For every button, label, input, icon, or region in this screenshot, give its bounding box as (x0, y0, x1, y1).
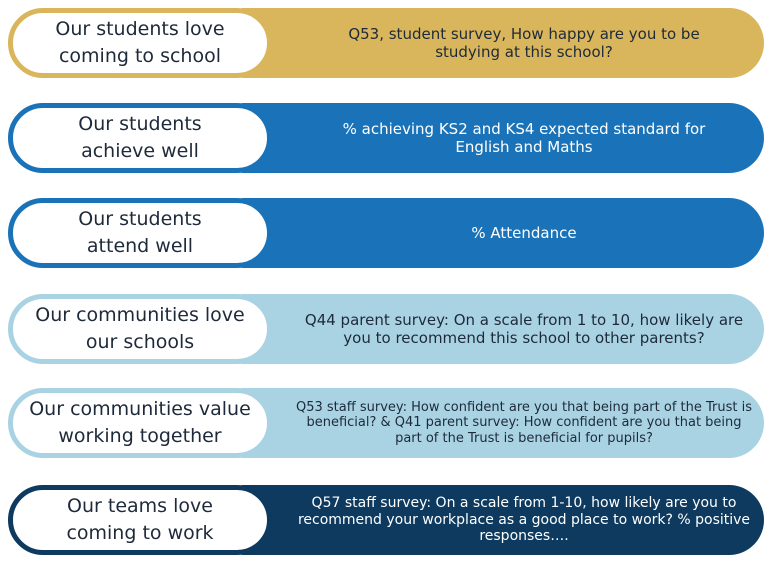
measure-pill (242, 485, 764, 555)
measure-pill (242, 198, 764, 268)
goal-text: Our communities love our schools (35, 304, 245, 353)
row-students-love-school (0, 8, 769, 78)
measure-text: Q57 staff survey: On a scale from 1-10, how likely are you to recommend your workplace as a good place to work? % positive responses…. (297, 494, 751, 545)
goal-pill (8, 8, 272, 78)
goal-pill (8, 198, 272, 268)
row-teams-love-work (0, 485, 769, 555)
row-communities-value (0, 388, 769, 458)
measure-pill (242, 8, 764, 78)
goal-pill (8, 388, 272, 458)
measure-text: Q53 staff survey: How confident are you that being part of the Trust is beneficial? & Q41 parent survey: How confident are you that being part of the Trust is beneficial for pupils? (296, 399, 752, 446)
row-students-attend (0, 198, 769, 268)
measure-pill (242, 294, 764, 364)
measure-text: Q53, student survey, How happy are you to be studying at this school? (348, 25, 700, 61)
measure-text: % Attendance (471, 224, 577, 242)
measure-text: Q44 parent survey: On a scale from 1 to 10, how likely are you to recommend this school to other parents? (304, 311, 744, 347)
goal-pill (8, 294, 272, 364)
goal-pill (8, 485, 272, 555)
goal-text: Our teams love coming to work (66, 495, 214, 544)
goal-text: Our students attend well (78, 208, 202, 257)
row-communities-love (0, 294, 769, 364)
goal-text: Our students achieve well (78, 113, 202, 162)
measure-text: % achieving KS2 and KS4 expected standard for English and Maths (342, 120, 706, 156)
goal-text: Our communities value working together (29, 398, 251, 447)
measure-pill (242, 103, 764, 173)
goal-pill (8, 103, 272, 173)
row-students-achieve (0, 103, 769, 173)
measure-pill (242, 388, 764, 458)
goal-text: Our students love coming to school (55, 18, 225, 67)
